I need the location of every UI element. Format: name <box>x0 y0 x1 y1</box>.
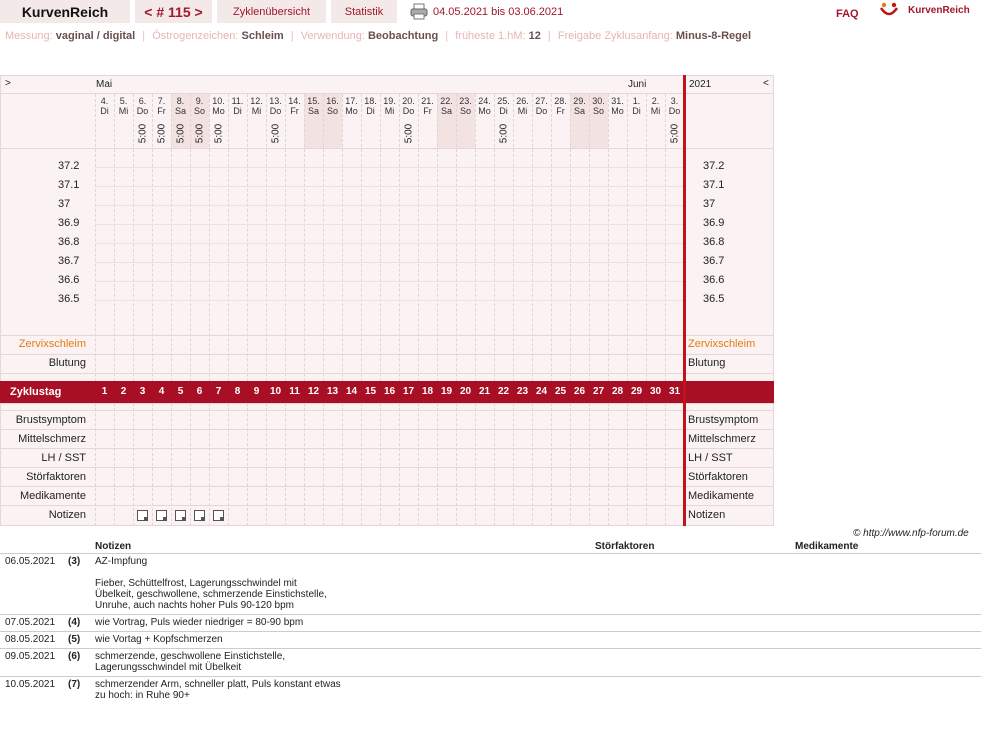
row-label-right: Störfaktoren <box>688 471 748 483</box>
note-row <box>0 676 981 704</box>
day-header[interactable]: 18. <box>364 96 377 106</box>
cycle-info-bar: Messung: vaginal / digital | Östrogenzeichen: Schleim | Verwendung: Beobachtung | früheste 1.hM: 12 | Freigabe Zyklusanfang: Minus-8-Regel <box>5 30 752 42</box>
statistics-tab[interactable]: Statistik <box>331 0 397 23</box>
grid-line <box>0 335 774 336</box>
note-text: schmerzende, geschwollene Einstichstelle, Lagerungsschwindel mit Übelkeit <box>95 651 286 673</box>
temp-label-left: 37.1 <box>58 179 80 191</box>
note-text: wie Vortag + Kopfschmerzen <box>95 634 223 645</box>
day-header[interactable]: 1. <box>632 96 641 106</box>
weekday-label: Mi <box>384 106 395 116</box>
grid-column <box>513 94 514 526</box>
note-cycle-day: (7) <box>68 679 81 690</box>
weekday-label: Mi <box>251 106 262 116</box>
date-range: 04.05.2021 bis 03.06.2021 <box>433 6 564 18</box>
grid-column <box>209 94 210 526</box>
day-header[interactable]: 10. <box>212 96 225 106</box>
note-icon[interactable] <box>156 510 167 521</box>
day-header[interactable]: 16. <box>326 96 339 106</box>
measure-time: 5:00 <box>669 123 681 144</box>
grid-column <box>190 94 191 526</box>
grid-column <box>95 94 96 526</box>
cycle-day-number[interactable]: 26 <box>573 386 586 397</box>
grid-column <box>627 94 628 526</box>
weekday-label: Do <box>402 106 415 116</box>
day-header[interactable]: 26. <box>516 96 529 106</box>
weekday-label: Mo <box>611 106 624 116</box>
cycle-nav[interactable]: < # 115 > <box>135 0 212 23</box>
grid-column <box>133 94 134 526</box>
day-header[interactable]: 3. <box>670 96 679 106</box>
note-date: 10.05.2021 <box>5 679 56 690</box>
row-label-left: Notizen <box>48 509 86 521</box>
grid-line <box>0 486 774 487</box>
printer-icon[interactable] <box>410 3 428 20</box>
cycle-day-number[interactable]: 23 <box>516 386 529 397</box>
grid-column <box>608 94 609 526</box>
cycle-day-number[interactable]: 19 <box>440 386 453 397</box>
note-date: 06.05.2021 <box>5 556 56 567</box>
messung-value: vaginal / digital <box>55 30 136 42</box>
day-header[interactable]: 14. <box>288 96 301 106</box>
day-header[interactable]: 8. <box>176 96 185 106</box>
cycle-day-number[interactable]: 20 <box>459 386 472 397</box>
note-row <box>0 648 981 676</box>
cycle-day-number[interactable]: 9 <box>253 386 260 397</box>
measure-time: 5:00 <box>175 123 187 144</box>
measure-time: 5:00 <box>213 123 225 144</box>
row-label-right: Notizen <box>688 509 726 521</box>
cycle-day-number[interactable]: 4 <box>158 386 165 397</box>
measure-time: 5:00 <box>498 123 510 144</box>
cycle-day-number[interactable]: 2 <box>120 386 127 397</box>
verwendung-value: Beobachtung <box>367 30 439 42</box>
note-cycle-day: (6) <box>68 651 81 662</box>
temp-label-left: 36.9 <box>58 217 80 229</box>
temp-label-right: 36.8 <box>703 236 725 248</box>
note-text: AZ-Impfung Fieber, Schüttelfrost, Lagerungsschwindel mit Übelkeit, geschwollene, schmerzende Einstichstelle, Unruhe, auch nachts hoher Puls 90-120 bpm <box>95 556 327 611</box>
note-icon[interactable] <box>137 510 148 521</box>
cycle-day-number[interactable]: 7 <box>215 386 222 397</box>
row-label-right: Mittelschmerz <box>688 433 756 445</box>
cycle-day-label: Zyklustag <box>10 386 62 398</box>
logo-text[interactable]: KurvenReich <box>908 5 970 16</box>
temp-label-right: 37.1 <box>703 179 725 191</box>
cycle-day-number[interactable]: 15 <box>364 386 377 397</box>
weekday-label: Mo <box>345 106 358 116</box>
weekday-label: Do <box>535 106 548 116</box>
messung-label: Messung: <box>5 30 53 42</box>
brand-title: KurvenReich <box>0 0 130 23</box>
weekday-label: So <box>326 106 338 116</box>
day-header[interactable]: 25. <box>497 96 510 106</box>
grid-column <box>646 94 647 526</box>
note-date: 08.05.2021 <box>5 634 56 645</box>
note-row <box>0 614 981 631</box>
cycle-end-marker <box>683 75 686 526</box>
day-header[interactable]: 9. <box>195 96 204 106</box>
temp-grid-line <box>95 205 684 206</box>
measure-time: 5:00 <box>194 123 206 144</box>
weekday-label: Mi <box>118 106 129 116</box>
day-header[interactable]: 11. <box>231 96 244 106</box>
day-header[interactable]: 19. <box>383 96 396 106</box>
row-label-left: Mittelschmerz <box>18 433 86 445</box>
grid-column <box>361 94 362 526</box>
oestrogen-label: Östrogenzeichen: <box>152 30 239 42</box>
temp-label-left: 36.6 <box>58 274 80 286</box>
chart-prev-button[interactable]: > <box>5 78 11 89</box>
note-icon[interactable] <box>194 510 205 521</box>
cycle-day-number[interactable]: 31 <box>668 386 681 397</box>
freigabe-label: Freigabe Zyklusanfang: <box>557 30 673 42</box>
day-header[interactable]: 29. <box>573 96 586 106</box>
weekday-label: So <box>592 106 604 116</box>
grid-line <box>0 93 774 94</box>
weekday-label: Sa <box>440 106 452 116</box>
cycle-day-number[interactable]: 11 <box>289 386 300 397</box>
day-header[interactable]: 27. <box>535 96 548 106</box>
temp-label-right: 37.2 <box>703 160 725 172</box>
grid-column <box>532 94 533 526</box>
temp-grid-line <box>95 243 684 244</box>
temp-grid-line <box>95 224 684 225</box>
day-header[interactable]: 5. <box>119 96 128 106</box>
temp-grid-line <box>95 186 684 187</box>
note-date: 07.05.2021 <box>5 617 56 628</box>
note-row <box>0 631 981 648</box>
cycle-day-number[interactable]: 28 <box>611 386 624 397</box>
grid-line <box>0 429 774 430</box>
cycle-day-number[interactable]: 10 <box>269 386 282 397</box>
cycle-overview-tab[interactable]: Zyklenübersicht <box>217 0 326 23</box>
grid-column <box>247 94 248 526</box>
row-label-right: Blutung <box>688 357 726 369</box>
weekday-label: Sa <box>573 106 585 116</box>
weekday-label: Fr <box>556 106 565 116</box>
day-header[interactable]: 4. <box>100 96 109 106</box>
temp-label-right: 36.7 <box>703 255 725 267</box>
copyright: © http://www.nfp-forum.de <box>853 528 969 539</box>
cycle-day-number[interactable]: 25 <box>554 386 567 397</box>
grid-column <box>228 94 229 526</box>
verwendung-label: Verwendung: <box>300 30 365 42</box>
note-icon[interactable] <box>213 510 224 521</box>
grid-column <box>589 94 590 526</box>
weekday-label: So <box>193 106 205 116</box>
cycle-day-number[interactable]: 8 <box>234 386 241 397</box>
temp-label-right: 37 <box>703 198 716 210</box>
grid-line <box>0 403 774 404</box>
temp-grid-line <box>95 262 684 263</box>
cycle-day-number[interactable]: 12 <box>307 386 320 397</box>
freigabe-value: Minus-8-Regel <box>675 30 752 42</box>
note-cycle-day: (5) <box>68 634 81 645</box>
medikamente-header: Medikamente <box>795 541 859 552</box>
grid-column <box>380 94 381 526</box>
cycle-day-number[interactable]: 1 <box>101 386 108 397</box>
grid-line <box>0 373 774 374</box>
cycle-day-number[interactable]: 6 <box>196 386 203 397</box>
cycle-day-number[interactable]: 14 <box>345 386 358 397</box>
cycle-day-number[interactable]: 18 <box>421 386 434 397</box>
temp-label-left: 37 <box>58 198 71 210</box>
weekday-label: Di <box>632 106 641 116</box>
year-label: 2021 <box>689 79 712 90</box>
day-header[interactable]: 28. <box>554 96 567 106</box>
stoerfaktoren-header: Störfaktoren <box>595 541 655 552</box>
grid-column <box>418 94 419 526</box>
note-date: 09.05.2021 <box>5 651 56 662</box>
month-label-may: Mai <box>96 79 113 90</box>
row-label-left: Zervixschleim <box>18 338 86 350</box>
grid-line <box>0 448 774 449</box>
grid-line <box>0 505 774 506</box>
temp-label-left: 36.8 <box>58 236 80 248</box>
grid-column <box>570 94 571 526</box>
temp-label-right: 36.6 <box>703 274 725 286</box>
cycle-day-number[interactable]: 21 <box>478 386 491 397</box>
day-header[interactable]: 21. <box>421 96 434 106</box>
note-icon[interactable] <box>175 510 186 521</box>
weekday-label: Di <box>366 106 375 116</box>
temp-grid-line <box>95 167 684 168</box>
grid-column <box>437 94 438 526</box>
day-header[interactable]: 30. <box>592 96 605 106</box>
grid-column <box>171 94 172 526</box>
grid-column <box>152 94 153 526</box>
cycle-day-number[interactable]: 22 <box>497 386 510 397</box>
note-text: wie Vortrag, Puls wieder niedriger = 80-90 bpm <box>95 617 304 628</box>
note-text: schmerzender Arm, schneller platt, Puls konstant etwas zu hoch: in Ruhe 90+ <box>95 679 341 701</box>
grid-column <box>456 94 457 526</box>
weekday-label: Sa <box>174 106 186 116</box>
cycle-day-number[interactable]: 16 <box>383 386 396 397</box>
grid-line <box>0 148 774 149</box>
row-label-right: LH / SST <box>688 452 733 464</box>
month-label-june: Juni <box>628 79 647 90</box>
weekday-label: Mo <box>212 106 225 116</box>
weekday-label: So <box>459 106 471 116</box>
earliest-hm-value: 12 <box>528 30 541 42</box>
weekday-label: Do <box>136 106 149 116</box>
faq-link[interactable]: FAQ <box>836 8 859 20</box>
cycle-day-number[interactable]: 29 <box>630 386 643 397</box>
note-cycle-day: (3) <box>68 556 81 567</box>
cycle-day-number[interactable]: 13 <box>326 386 339 397</box>
day-header[interactable]: 12. <box>250 96 263 106</box>
note-row <box>0 553 981 614</box>
weekday-label: Di <box>100 106 109 116</box>
chart-next-button[interactable]: < <box>763 78 769 89</box>
earliest-hm-label: früheste 1.hM: <box>455 30 526 42</box>
grid-line <box>0 354 774 355</box>
weekday-label: Mo <box>478 106 491 116</box>
row-label-left: Blutung <box>48 357 86 369</box>
temp-label-right: 36.9 <box>703 217 725 229</box>
grid-column <box>285 94 286 526</box>
day-header[interactable]: 6. <box>138 96 147 106</box>
measure-time: 5:00 <box>156 123 168 144</box>
temp-grid-line <box>95 281 684 282</box>
weekday-label: Fr <box>423 106 432 116</box>
row-label-left: Medikamente <box>19 490 86 502</box>
day-header[interactable]: 24. <box>478 96 491 106</box>
day-header[interactable]: 7. <box>157 96 166 106</box>
weekday-label: Fr <box>290 106 299 116</box>
weekday-label: Do <box>668 106 681 116</box>
grid-column <box>399 94 400 526</box>
temp-label-left: 37.2 <box>58 160 80 172</box>
weekday-label: Di <box>499 106 508 116</box>
cycle-day-number[interactable]: 3 <box>139 386 146 397</box>
grid-column <box>475 94 476 526</box>
day-header[interactable]: 17. <box>345 96 358 106</box>
day-header[interactable]: 2. <box>651 96 660 106</box>
notes-header: Notizen <box>95 541 132 552</box>
grid-column <box>665 94 666 526</box>
measure-time: 5:00 <box>137 123 149 144</box>
cycle-day-number[interactable]: 17 <box>402 386 415 397</box>
temp-label-right: 36.5 <box>703 293 725 305</box>
cycle-day-number[interactable]: 24 <box>535 386 548 397</box>
grid-column <box>342 94 343 526</box>
cycle-day-number[interactable]: 5 <box>177 386 184 397</box>
row-label-right: Zervixschleim <box>688 338 756 350</box>
note-cycle-day: (4) <box>68 617 81 628</box>
measure-time: 5:00 <box>270 123 282 144</box>
cycle-day-number[interactable]: 30 <box>649 386 662 397</box>
row-label-left: Brustsymptom <box>15 414 86 426</box>
grid-column <box>304 94 305 526</box>
day-header[interactable]: 23. <box>459 96 472 106</box>
cycle-day-number[interactable]: 27 <box>592 386 605 397</box>
grid-column <box>551 94 552 526</box>
row-label-left: Störfaktoren <box>26 471 86 483</box>
row-label-right: Medikamente <box>688 490 755 502</box>
measure-time: 5:00 <box>403 123 415 144</box>
grid-column <box>114 94 115 526</box>
day-header[interactable]: 31. <box>611 96 624 106</box>
grid-line <box>0 410 774 411</box>
day-header[interactable]: 15. <box>307 96 320 106</box>
day-header[interactable]: 20. <box>402 96 415 106</box>
weekday-label: Do <box>269 106 282 116</box>
row-label-right: Brustsymptom <box>688 414 759 426</box>
weekday-label: Fr <box>157 106 166 116</box>
day-header[interactable]: 22. <box>440 96 453 106</box>
weekday-label: Sa <box>307 106 319 116</box>
temp-label-left: 36.7 <box>58 255 80 267</box>
grid-column <box>494 94 495 526</box>
oestrogen-value: Schleim <box>241 30 284 42</box>
temp-label-left: 36.5 <box>58 293 80 305</box>
weekday-label: Di <box>233 106 242 116</box>
grid-column <box>266 94 267 526</box>
grid-column <box>323 94 324 526</box>
row-label-left: LH / SST <box>41 452 86 464</box>
temp-grid-line <box>95 300 684 301</box>
weekday-label: Mi <box>650 106 661 116</box>
grid-line <box>0 467 774 468</box>
day-header[interactable]: 13. <box>269 96 282 106</box>
weekday-label: Mi <box>517 106 528 116</box>
logo-icon[interactable] <box>879 2 899 20</box>
